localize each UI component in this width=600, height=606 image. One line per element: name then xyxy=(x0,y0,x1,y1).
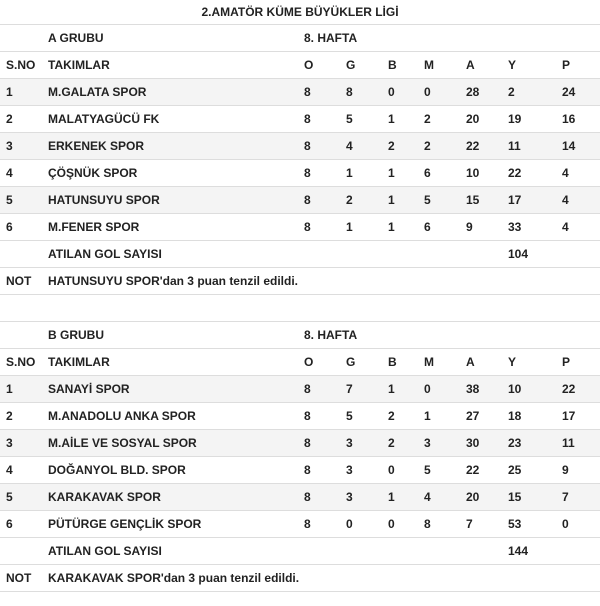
cell-m: 2 xyxy=(418,106,460,133)
cell-b: 0 xyxy=(382,79,418,106)
cell-sno: 5 xyxy=(0,484,42,511)
goals-label: ATILAN GOL SAYISI xyxy=(42,241,460,268)
cell-m: 2 xyxy=(418,133,460,160)
cell-o: 8 xyxy=(298,79,340,106)
cell-a: 20 xyxy=(460,106,502,133)
note-text: KARAKAVAK SPOR'dan 3 puan tenzil edildi. xyxy=(42,565,600,592)
cell-g: 4 xyxy=(340,133,382,160)
cell-p: 16 xyxy=(556,106,600,133)
cell-p: 9 xyxy=(556,457,600,484)
cell-p: 14 xyxy=(556,133,600,160)
cell-m: 1 xyxy=(418,403,460,430)
cell-p: 4 xyxy=(556,187,600,214)
goals-total: 104 xyxy=(502,241,556,268)
goals-row xyxy=(0,538,600,565)
cell-team: PÜTÜRGE GENÇLİK SPOR xyxy=(42,511,298,538)
empty-cell xyxy=(556,241,600,268)
column-header-g: G xyxy=(340,349,382,376)
column-header-team: TAKIMLAR xyxy=(42,349,298,376)
week-label: 8. HAFTA xyxy=(298,25,600,52)
cell-g: 7 xyxy=(340,376,382,403)
goals-total: 144 xyxy=(502,538,556,565)
cell-a: 38 xyxy=(460,376,502,403)
spacer-cell xyxy=(0,295,600,322)
cell-g: 3 xyxy=(340,484,382,511)
cell-team: KARAKAVAK SPOR xyxy=(42,484,298,511)
cell-a: 27 xyxy=(460,403,502,430)
cell-g: 3 xyxy=(340,457,382,484)
cell-o: 8 xyxy=(298,133,340,160)
group-name: B GRUBU xyxy=(42,322,298,349)
cell-p: 24 xyxy=(556,79,600,106)
cell-o: 8 xyxy=(298,484,340,511)
column-header-y: Y xyxy=(502,349,556,376)
standings-body xyxy=(0,25,600,592)
week-label: 8. HAFTA xyxy=(298,322,600,349)
cell-y: 25 xyxy=(502,457,556,484)
cell-m: 5 xyxy=(418,187,460,214)
cell-team: ÇÖŞNÜK SPOR xyxy=(42,160,298,187)
cell-sno: 2 xyxy=(0,106,42,133)
empty-cell xyxy=(0,538,42,565)
cell-y: 15 xyxy=(502,484,556,511)
cell-sno: 3 xyxy=(0,133,42,160)
cell-y: 10 xyxy=(502,376,556,403)
cell-a: 15 xyxy=(460,187,502,214)
column-header-o: O xyxy=(298,349,340,376)
cell-team: M.GALATA SPOR xyxy=(42,79,298,106)
cell-sno: 2 xyxy=(0,403,42,430)
cell-o: 8 xyxy=(298,160,340,187)
cell-team: M.FENER SPOR xyxy=(42,214,298,241)
note-row xyxy=(0,565,600,592)
cell-m: 8 xyxy=(418,511,460,538)
cell-o: 8 xyxy=(298,214,340,241)
column-header-row xyxy=(0,52,600,79)
cell-y: 17 xyxy=(502,187,556,214)
table-row xyxy=(0,511,600,538)
cell-b: 0 xyxy=(382,457,418,484)
cell-g: 5 xyxy=(340,403,382,430)
cell-g: 0 xyxy=(340,511,382,538)
cell-y: 11 xyxy=(502,133,556,160)
column-header-m: M xyxy=(418,349,460,376)
table-row xyxy=(0,403,600,430)
cell-g: 8 xyxy=(340,79,382,106)
cell-p: 17 xyxy=(556,403,600,430)
cell-y: 53 xyxy=(502,511,556,538)
table-row xyxy=(0,187,600,214)
table-row xyxy=(0,106,600,133)
empty-cell xyxy=(460,538,502,565)
cell-m: 0 xyxy=(418,79,460,106)
column-header-team: TAKIMLAR xyxy=(42,52,298,79)
cell-b: 2 xyxy=(382,133,418,160)
cell-p: 0 xyxy=(556,511,600,538)
cell-a: 22 xyxy=(460,133,502,160)
table-row xyxy=(0,160,600,187)
cell-y: 23 xyxy=(502,430,556,457)
cell-team: SANAYİ SPOR xyxy=(42,376,298,403)
cell-a: 10 xyxy=(460,160,502,187)
table-row xyxy=(0,79,600,106)
cell-team: M.AİLE VE SOSYAL SPOR xyxy=(42,430,298,457)
goals-label: ATILAN GOL SAYISI xyxy=(42,538,460,565)
cell-sno: 6 xyxy=(0,511,42,538)
cell-a: 20 xyxy=(460,484,502,511)
cell-p: 4 xyxy=(556,160,600,187)
column-header-sno: S.NO xyxy=(0,52,42,79)
table-row xyxy=(0,484,600,511)
cell-b: 2 xyxy=(382,430,418,457)
table-row xyxy=(0,376,600,403)
cell-y: 33 xyxy=(502,214,556,241)
cell-g: 2 xyxy=(340,187,382,214)
cell-o: 8 xyxy=(298,106,340,133)
column-header-p: P xyxy=(556,349,600,376)
cell-g: 1 xyxy=(340,160,382,187)
column-header-m: M xyxy=(418,52,460,79)
cell-b: 1 xyxy=(382,484,418,511)
cell-sno: 3 xyxy=(0,430,42,457)
cell-a: 28 xyxy=(460,79,502,106)
cell-sno: 1 xyxy=(0,376,42,403)
cell-team: MALATYAGÜCÜ FK xyxy=(42,106,298,133)
cell-a: 7 xyxy=(460,511,502,538)
cell-sno: 4 xyxy=(0,160,42,187)
table-row xyxy=(0,133,600,160)
cell-p: 7 xyxy=(556,484,600,511)
column-header-a: A xyxy=(460,349,502,376)
cell-y: 19 xyxy=(502,106,556,133)
group-header-row xyxy=(0,25,600,52)
cell-o: 8 xyxy=(298,457,340,484)
table-row xyxy=(0,457,600,484)
cell-g: 3 xyxy=(340,430,382,457)
note-text: HATUNSUYU SPOR'dan 3 puan tenzil edildi. xyxy=(42,268,600,295)
cell-p: 4 xyxy=(556,214,600,241)
cell-m: 6 xyxy=(418,160,460,187)
cell-b: 1 xyxy=(382,214,418,241)
goals-row xyxy=(0,241,600,268)
column-header-o: O xyxy=(298,52,340,79)
cell-b: 1 xyxy=(382,187,418,214)
cell-o: 8 xyxy=(298,376,340,403)
cell-m: 3 xyxy=(418,430,460,457)
cell-sno: 5 xyxy=(0,187,42,214)
column-header-p: P xyxy=(556,52,600,79)
column-header-g: G xyxy=(340,52,382,79)
cell-o: 8 xyxy=(298,403,340,430)
page-title: 2.AMATÖR KÜME BÜYÜKLER LİGİ xyxy=(0,0,600,25)
cell-b: 0 xyxy=(382,511,418,538)
cell-g: 1 xyxy=(340,214,382,241)
cell-sno: 4 xyxy=(0,457,42,484)
column-header-b: B xyxy=(382,349,418,376)
column-header-sno: S.NO xyxy=(0,349,42,376)
empty-cell xyxy=(460,241,502,268)
cell-a: 30 xyxy=(460,430,502,457)
cell-sno: 1 xyxy=(0,79,42,106)
cell-b: 2 xyxy=(382,403,418,430)
cell-o: 8 xyxy=(298,187,340,214)
standings-table xyxy=(0,25,600,592)
note-row xyxy=(0,268,600,295)
cell-m: 0 xyxy=(418,376,460,403)
note-label: NOT xyxy=(0,268,42,295)
cell-a: 9 xyxy=(460,214,502,241)
cell-sno: 6 xyxy=(0,214,42,241)
cell-m: 5 xyxy=(418,457,460,484)
group-name: A GRUBU xyxy=(42,25,298,52)
cell-m: 6 xyxy=(418,214,460,241)
cell-o: 8 xyxy=(298,430,340,457)
group-spacer xyxy=(0,295,600,322)
cell-p: 22 xyxy=(556,376,600,403)
cell-b: 1 xyxy=(382,376,418,403)
empty-cell xyxy=(0,322,42,349)
cell-y: 2 xyxy=(502,79,556,106)
table-row xyxy=(0,214,600,241)
column-header-a: A xyxy=(460,52,502,79)
cell-g: 5 xyxy=(340,106,382,133)
cell-b: 1 xyxy=(382,160,418,187)
empty-cell xyxy=(0,241,42,268)
column-header-row xyxy=(0,349,600,376)
cell-o: 8 xyxy=(298,511,340,538)
cell-b: 1 xyxy=(382,106,418,133)
table-row xyxy=(0,430,600,457)
cell-team: ERKENEK SPOR xyxy=(42,133,298,160)
empty-cell xyxy=(0,25,42,52)
cell-y: 18 xyxy=(502,403,556,430)
cell-team: HATUNSUYU SPOR xyxy=(42,187,298,214)
cell-y: 22 xyxy=(502,160,556,187)
cell-a: 22 xyxy=(460,457,502,484)
cell-m: 4 xyxy=(418,484,460,511)
cell-team: M.ANADOLU ANKA SPOR xyxy=(42,403,298,430)
column-header-y: Y xyxy=(502,52,556,79)
note-label: NOT xyxy=(0,565,42,592)
group-header-row xyxy=(0,322,600,349)
empty-cell xyxy=(556,538,600,565)
cell-p: 11 xyxy=(556,430,600,457)
cell-team: DOĞANYOL BLD. SPOR xyxy=(42,457,298,484)
column-header-b: B xyxy=(382,52,418,79)
